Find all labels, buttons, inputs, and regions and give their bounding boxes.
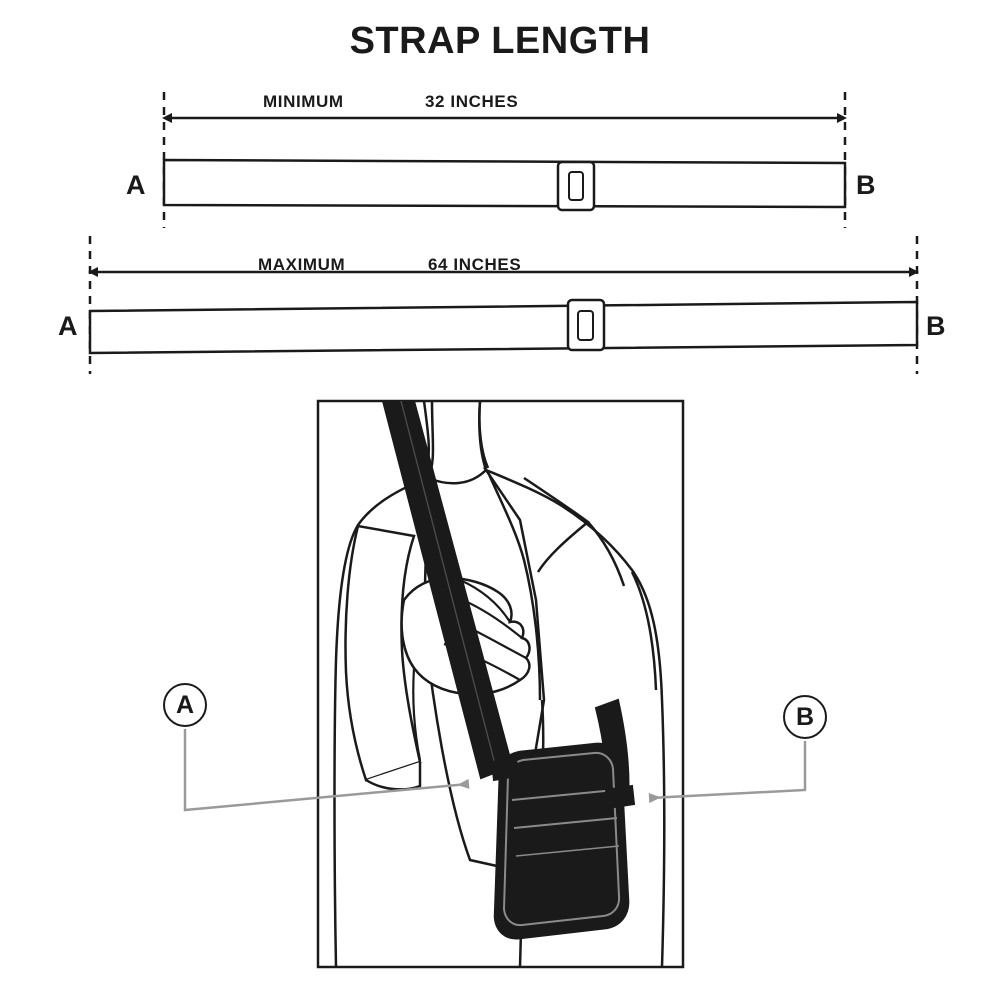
maximum-label: MAXIMUM [258, 255, 346, 274]
callout-b-circle: B [783, 695, 827, 739]
minimum-endpoint-a: A [126, 170, 146, 200]
maximum-strap-group [90, 236, 917, 374]
maximum-strap-body [90, 302, 917, 353]
bag-strap-attachment-a [492, 758, 518, 780]
minimum-value: 32 INCHES [425, 92, 519, 111]
minimum-label: MINIMUM [263, 92, 344, 111]
maximum-endpoint-a: A [58, 311, 78, 341]
minimum-strap-group [164, 92, 845, 228]
page-title: STRAP LENGTH [349, 20, 651, 62]
minimum-strap-buckle-slot [569, 172, 583, 200]
maximum-endpoint-b: B [926, 311, 946, 341]
neck-shape [428, 401, 486, 483]
maximum-strap-buckle-slot [578, 311, 593, 340]
minimum-strap-body [164, 160, 845, 207]
maximum-value: 64 INCHES [428, 255, 522, 274]
callout-a-circle: A [163, 683, 207, 727]
minimum-endpoint-b: B [856, 170, 876, 200]
bag-strap-attachment-b [606, 786, 634, 808]
